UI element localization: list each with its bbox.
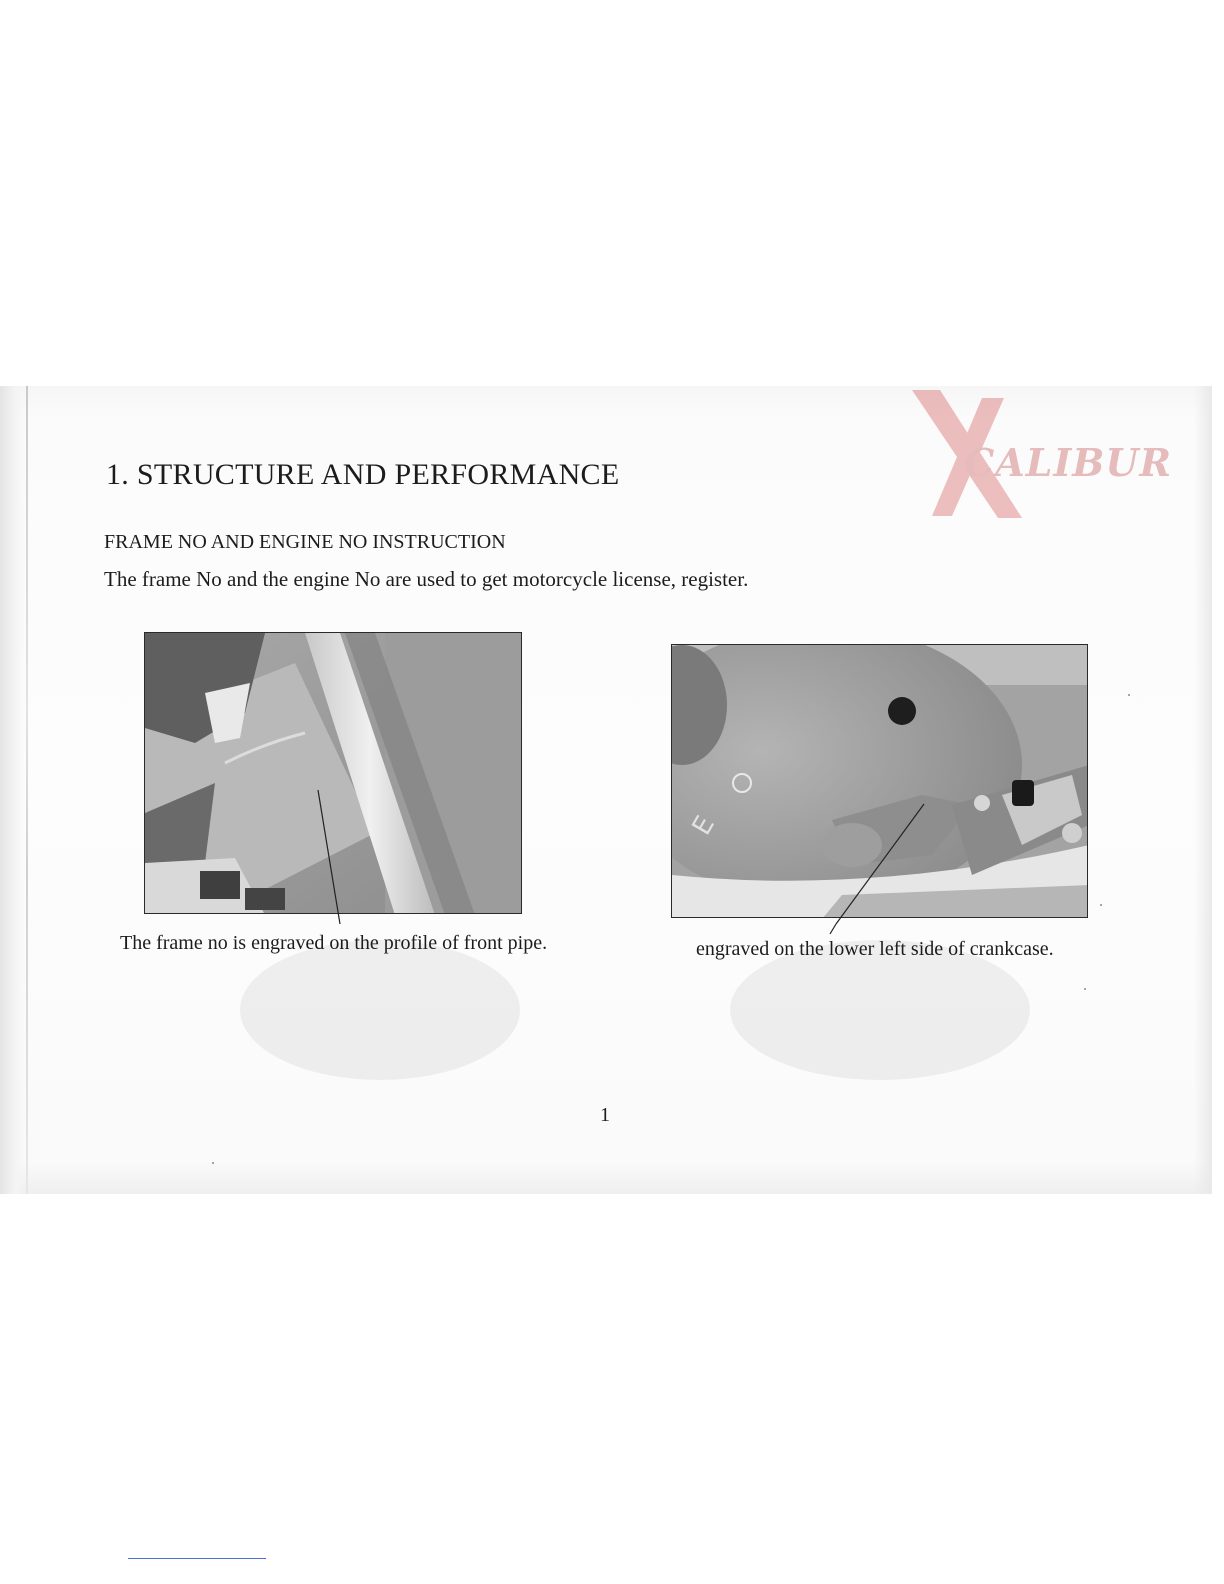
svg-text:E: E: [686, 811, 721, 841]
intro-paragraph: The frame No and the engine No are used to get motorcycle license, register.: [104, 567, 749, 591]
frame-number-photo: [144, 632, 522, 914]
engine-number-photo: [671, 644, 1088, 918]
page-shadow-left: [0, 386, 26, 1194]
logo-text: CALIBUR: [964, 440, 1173, 485]
scan-speck: [212, 1162, 214, 1164]
subsection-heading: FRAME NO AND ENGINE NO INSTRUCTION: [104, 531, 506, 553]
page-number: 1: [600, 1104, 610, 1126]
page-shadow-right: [1194, 386, 1212, 1194]
brand-logo: [912, 388, 1172, 528]
section-heading: 1. STRUCTURE AND PERFORMANCE: [106, 458, 620, 491]
scan-speck: [1100, 904, 1102, 906]
engine-photo-caption: engraved on the lower left side of crankcase.: [696, 938, 1054, 960]
frame-photo-caption: The frame no is engraved on the profile of front pipe.: [120, 932, 548, 954]
scan-speck: [1084, 988, 1086, 990]
binding-edge: [26, 386, 28, 1194]
footer-underline: [128, 1558, 266, 1559]
scan-speck: [1128, 694, 1130, 696]
